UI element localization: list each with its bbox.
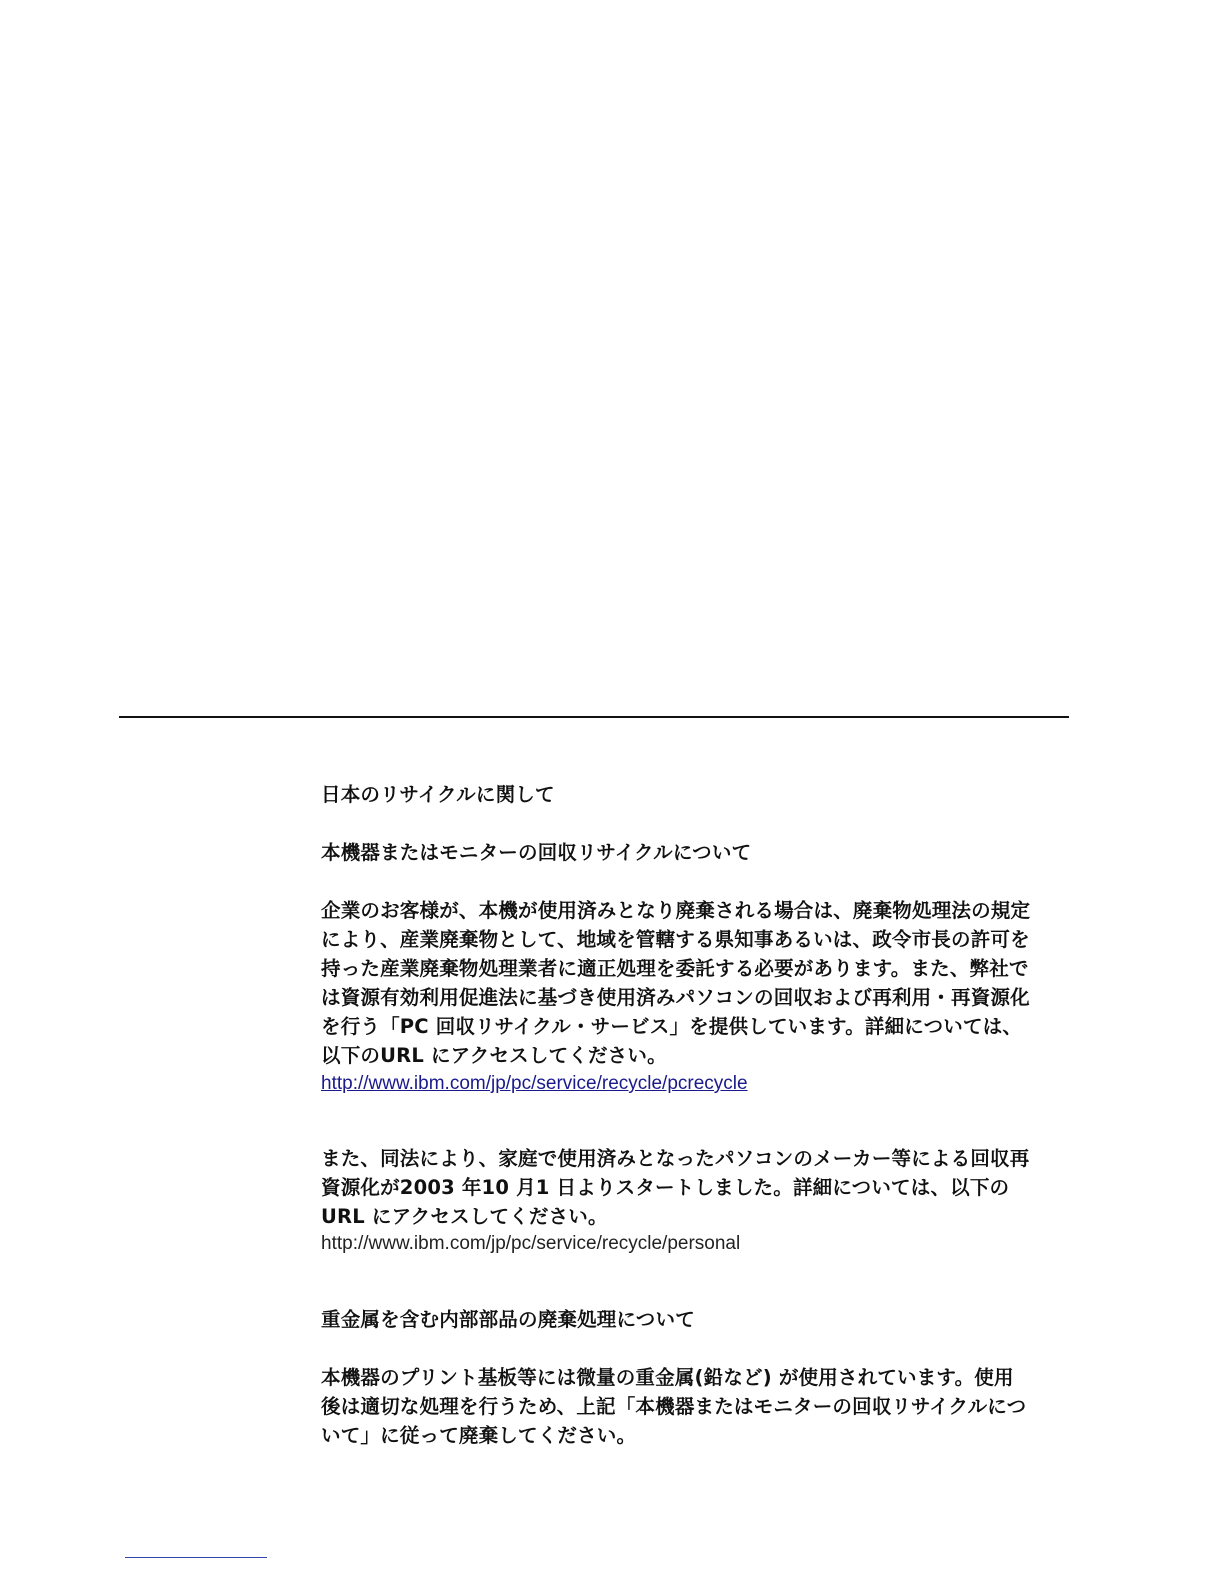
corporate-recycling-paragraph (321, 896, 1069, 1070)
pcrecycle-link[interactable]: http://www.ibm.com/jp/pc/service/recycle/pcrecycle (321, 1073, 748, 1094)
paragraph-line: 以下のURL にアクセスしてください。 (321, 1044, 667, 1067)
paragraph-line: いて」に従って廃棄してください。 (321, 1424, 637, 1447)
personal-recycle-url: http://www.ibm.com/jp/pc/service/recycle/personal (321, 1233, 741, 1254)
section-divider (119, 716, 1069, 718)
paragraph-line: は資源有効利用促進法に基づき使用済みパソコンの回収および再利用・再資源化 (321, 986, 1030, 1009)
paragraph-line: 持った産業廃棄物処理業者に適正処理を委託する必要があります。また、弊社で (321, 957, 1029, 980)
paragraph-line: により、産業廃棄物として、地域を管轄する県知事あるいは、政令市長の許可を (321, 928, 1030, 951)
heavy-metal-heading: 重金属を含む内部部品の廃棄処理について (321, 1308, 695, 1331)
paragraph-line: を行う「PC 回収リサイクル・サービス」を提供しています。詳細については、 (321, 1015, 1023, 1038)
paragraph-line: 本機器のプリント基板等には微量の重金属(鉛など) が使用されています。使用 (321, 1366, 1014, 1389)
paragraph-line: URL にアクセスしてください。 (321, 1205, 608, 1228)
footnote-rule (125, 1557, 267, 1558)
paragraph-line: 企業のお客様が、本機が使用済みとなり廃棄される場合は、廃棄物処理法の規定 (321, 899, 1031, 922)
japan-recycling-heading: 日本のリサイクルに関して (321, 783, 555, 806)
paragraph-line: 資源化が2003 年10 月1 日よりスタートしました。詳細については、以下の (321, 1176, 1010, 1199)
paragraph-line: 後は適切な処理を行うため、上記「本機器またはモニターの回収リサイクルにつ (321, 1395, 1027, 1418)
household-recycling-paragraph (321, 1144, 1069, 1231)
heavy-metal-paragraph (321, 1363, 1069, 1450)
monitor-recycling-subheading: 本機器またはモニターの回収リサイクルについて (321, 841, 752, 864)
paragraph-line: また、同法により、家庭で使用済みとなったパソコンのメーカー等による回収再 (321, 1147, 1030, 1170)
